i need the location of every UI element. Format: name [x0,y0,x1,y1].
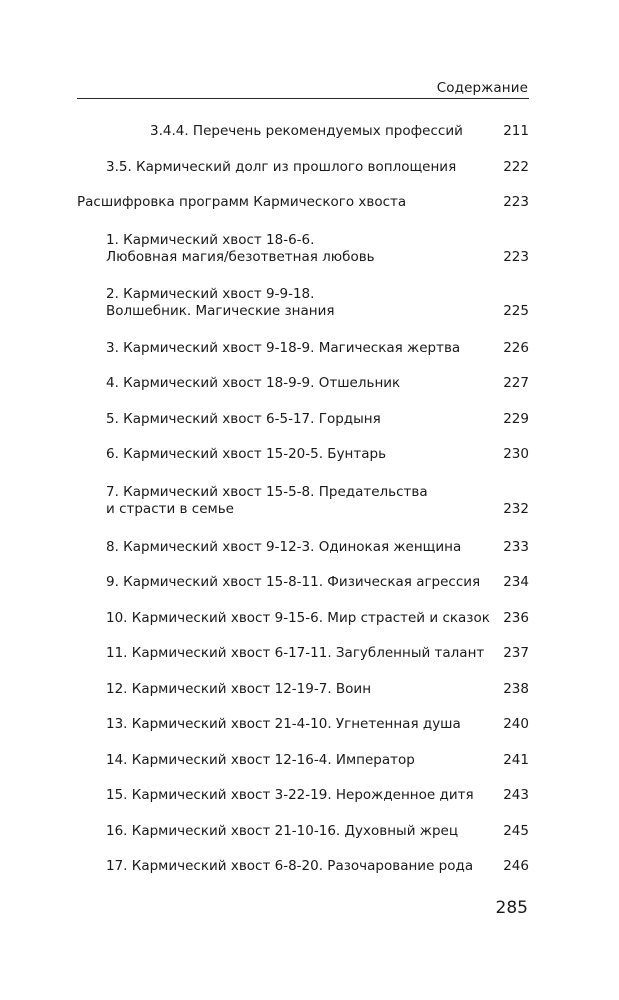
toc-entry[interactable] [106,375,529,392]
toc-entry-line [77,194,529,211]
toc-entry-title: 3.5. Кармический долг из прошлого воплощения [106,159,457,175]
toc-entry-title: Любовная магия/безответная любовь [106,249,375,265]
header-rule [77,98,529,99]
toc-entry-line [106,787,529,804]
toc-entry-title: 1. Кармический хвост 18-6-6. [106,232,315,248]
toc-entry-line [106,574,529,591]
toc-entry[interactable] [106,340,529,357]
toc-entry-page: 237 [503,645,529,661]
toc-entry[interactable] [106,858,529,875]
toc-entry[interactable] [106,159,529,176]
toc-entry-line [106,159,529,176]
toc-entry-title: и страсти в семье [106,501,234,517]
toc-entry-title: 12. Кармический хвост 12-19-7. Воин [106,681,372,697]
toc-entry-line [106,858,529,875]
toc-entry-line [106,232,529,249]
toc-entry-title: 10. Кармический хвост 9-15-6. Мир страстей и сказок [106,610,490,626]
toc-entry-page: 246 [503,858,529,874]
toc-entry-line [106,823,529,840]
toc-entry[interactable] [106,610,529,627]
toc-entry-title: 17. Кармический хвост 6-8-20. Разочарование рода [106,858,474,874]
toc-entry[interactable] [106,411,529,428]
running-header: Содержание [436,80,528,96]
toc-entry-line [106,610,529,627]
toc-entry-page: 234 [503,574,529,590]
toc-entry-line [106,375,529,392]
toc-entry-page: 241 [503,752,529,768]
toc-entry-line [106,752,529,769]
toc-entry[interactable] [106,787,529,804]
toc-entry-page: 222 [503,159,529,175]
toc-entry-title: 11. Кармический хвост 6-17-11. Загубленный талант [106,645,485,661]
toc-entry[interactable] [106,752,529,769]
toc-entry-page: 211 [503,123,529,139]
toc-entry-page: 238 [503,681,529,697]
toc-entry[interactable] [106,716,529,733]
toc-entry-line [106,539,529,556]
toc-entry-title: 3.4.4. Перечень рекомендуемых профессий [150,123,463,139]
toc-entry-line [106,286,529,303]
toc-entry-page: 243 [503,787,529,803]
toc-entry[interactable] [106,446,529,463]
toc-entry[interactable] [106,539,529,556]
toc-entry-line [150,123,529,140]
toc-entry-title: 15. Кармический хвост 3-22-19. Нерожденное дитя [106,787,474,803]
toc-entry-line [106,446,529,463]
toc-entry-title: 8. Кармический хвост 9-12-3. Одинокая женщина [106,539,462,555]
toc-entry-page: 245 [503,823,529,839]
toc-entry[interactable] [106,286,529,320]
toc-entry[interactable] [106,484,529,518]
toc-entry-title: 3. Кармический хвост 9-18-9. Магическая жертва [106,340,461,356]
toc-entry[interactable] [106,232,529,266]
toc-entry-line [106,681,529,698]
toc-entry-line [106,411,529,428]
toc-entry-page: 236 [503,610,529,626]
toc-entry-title: 2. Кармический хвост 9-9-18. [106,286,315,302]
toc-entry-page: 230 [503,446,529,462]
toc-entry-title: 7. Кармический хвост 15-5-8. Предательства [106,484,428,500]
toc-entry-line [106,249,529,266]
toc-entry-page: 232 [503,501,529,517]
toc-entry-page: 233 [503,539,529,555]
toc-entry-page: 240 [503,716,529,732]
toc-entry-title: 14. Кармический хвост 12-16-4. Император [106,752,415,768]
toc-entry-page: 223 [503,194,529,210]
toc-entry-line [106,484,529,501]
toc-entry-line [106,340,529,357]
toc-entry[interactable] [106,574,529,591]
toc-entry-line [106,501,529,518]
toc-entry-page: 226 [503,340,529,356]
toc-entry-title: 6. Кармический хвост 15-20-5. Бунтарь [106,446,387,462]
toc-entry-page: 229 [503,411,529,427]
toc-entry-title: 4. Кармический хвост 18-9-9. Отшельник [106,375,401,391]
toc-entry-title: Волшебник. Магические знания [106,303,335,319]
toc-entry[interactable] [150,123,529,140]
toc-entry[interactable] [106,681,529,698]
toc-entry-title: 16. Кармический хвост 21-10-16. Духовный жрец [106,823,459,839]
toc-entry-page: 223 [503,249,529,265]
toc-entry[interactable] [106,645,529,662]
toc-entry[interactable] [106,823,529,840]
toc-entry-line [106,645,529,662]
toc-entry[interactable] [77,194,529,211]
toc-entry-title: 9. Кармический хвост 15-8-11. Физическая агрессия [106,574,481,590]
toc-entry-page: 227 [503,375,529,391]
toc-entry-page: 225 [503,303,529,319]
toc-entry-title: 13. Кармический хвост 21-4-10. Угнетенная душа [106,716,461,732]
page-number: 285 [495,898,528,918]
toc-entry-line [106,303,529,320]
toc-entry-line [106,716,529,733]
toc-entry-title: 5. Кармический хвост 6-5-17. Гордыня [106,411,381,427]
toc-entry-title: Расшифровка программ Кармического хвоста [77,194,407,210]
